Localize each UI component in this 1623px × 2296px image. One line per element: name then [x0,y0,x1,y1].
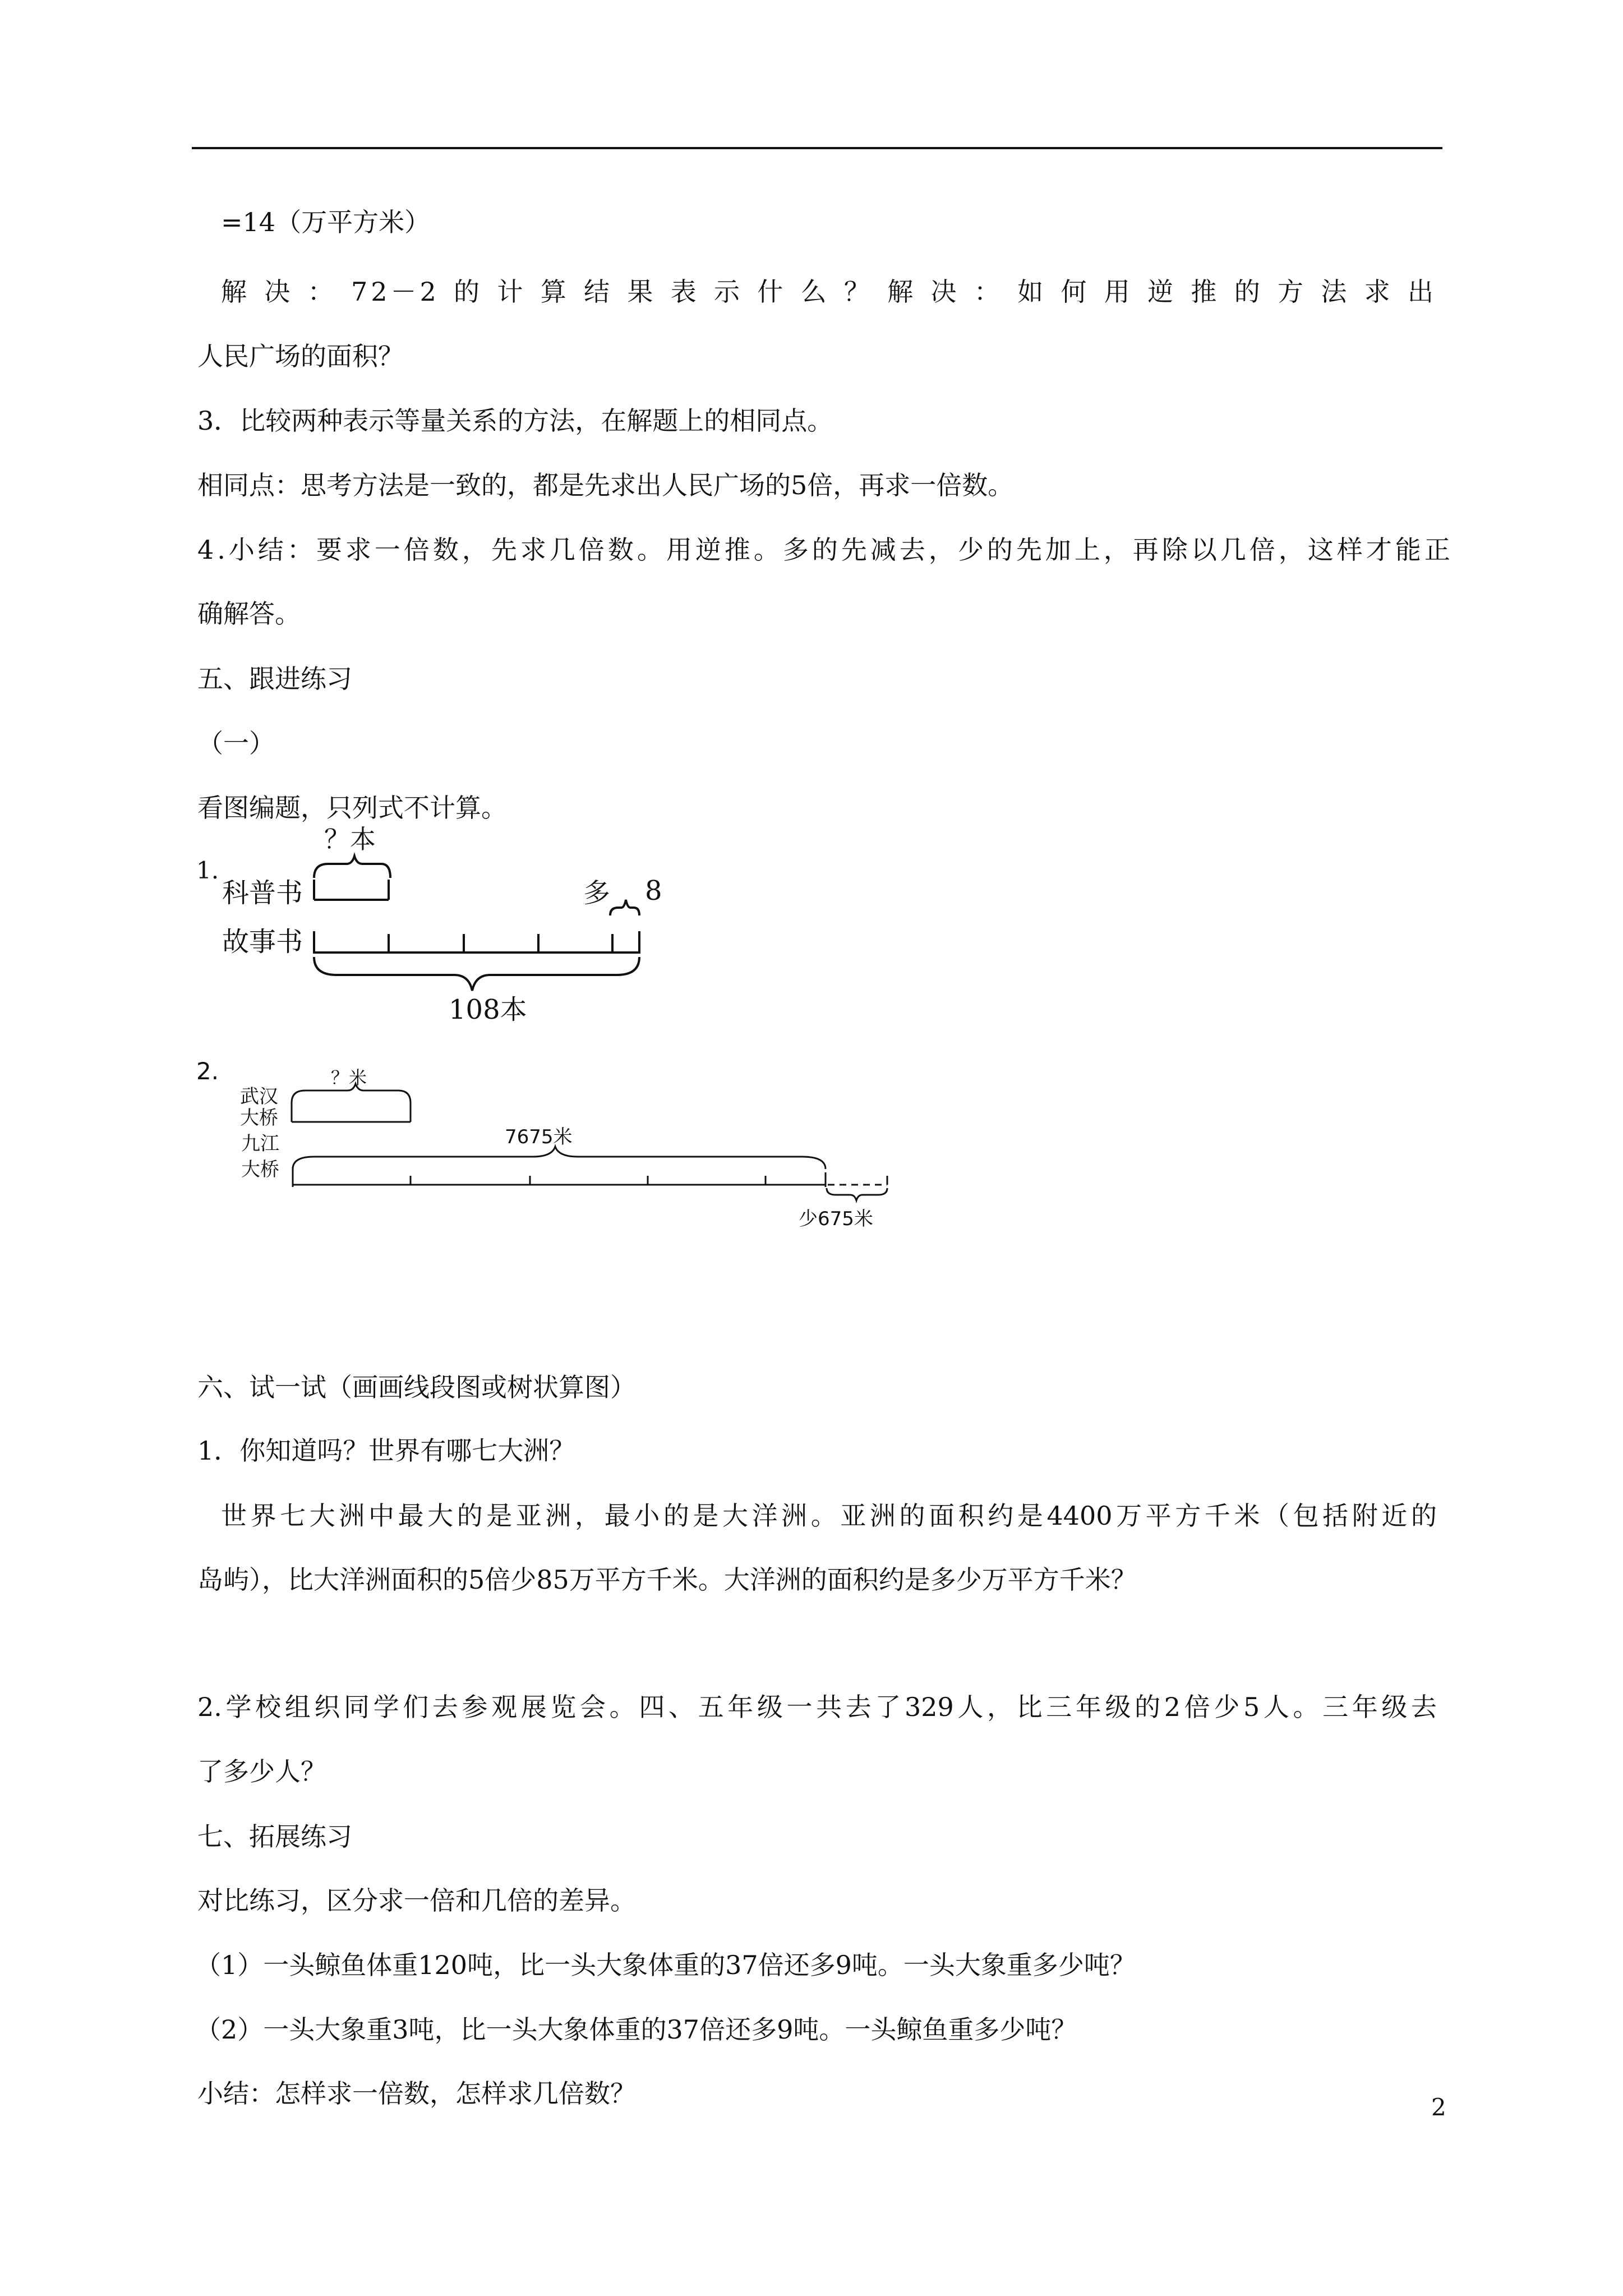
text-line: 人民广场的面积？ [197,341,404,371]
diagram-number: 1. [196,857,219,884]
unknown-label: ？本 [324,824,376,854]
text-line: （一） [197,728,275,758]
unknown-label: ？米 [331,1067,367,1088]
less-label: 少675米 [799,1208,873,1230]
text-line: 世界七大洲中最大的是亚洲，最小的是大洋洲。亚洲的面积约是4400万平方千米（包括附近的 [221,1501,1437,1531]
page-number: 2 [1431,2093,1446,2121]
text-line: 3．比较两种表示等量关系的方法，在解题上的相同点。 [197,406,833,436]
text-line: 4.小结：要求一倍数，先求几倍数。用逆推。多的先减去，少的先加上，再除以几倍，这样才能正 [197,535,1454,565]
row-label-line1: 武汉 [240,1085,278,1108]
total-label: 7675米 [505,1126,573,1148]
diagram-number: 2. [196,1057,219,1085]
text-line: 对比练习，区分求一倍和几倍的差异。 [197,1885,636,1916]
text-line: 相同点：思考方法是一致的，都是先求出人民广场的5倍，再求一倍数。 [197,470,1014,500]
text-line: （2）一头大象重3吨，比一头大象体重的37倍还多9吨。一头鲸鱼重多少吨？ [195,2014,1077,2045]
row-label: 故事书 [222,926,303,958]
more-value: 8 [645,875,662,907]
text-line: 确解答。 [197,599,301,629]
brace-less [827,1188,887,1200]
text-line: 1．你知道吗？世界有哪七大洲？ [197,1435,575,1466]
brace-total [293,1147,826,1169]
total-label: 108本 [449,994,527,1025]
row-label-line2: 大桥 [241,1158,279,1181]
text-line: 2.学校组织同学们去参观展览会。四、五年级一共去了329人，比三年级的2倍少5人。三年级去 [197,1692,1437,1722]
text-line: =14（万平方米） [221,207,431,237]
row-label-line1: 九江 [241,1133,279,1155]
text-line: 岛屿），比大洋洲面积的5倍少85万平方千米。大洋洲的面积约是多少万平方千米？ [197,1565,1137,1595]
text-line: 解决：72－2的计算结果表示什么？解决：如何用逆推的方法求出 [221,277,1437,307]
text-line: （1）一头鲸鱼体重120吨，比一头大象体重的37倍还多9吨。一头大象重多少吨？ [195,1950,1136,1980]
text-line: 看图编题，只列式不计算。 [197,793,507,823]
more-label: 多 [583,877,611,909]
section-heading: 七、拓展练习 [197,1821,352,1852]
text-line: 了多少人？ [197,1756,326,1787]
section-heading: 五、跟进练习 [197,664,352,694]
row-label: 科普书 [222,877,303,909]
text-line: 小结：怎样求一倍数，怎样求几倍数？ [197,2078,636,2109]
section-heading: 六、试一试（画画线段图或树状算图） [197,1372,636,1402]
row-label-line2: 大桥 [240,1107,278,1129]
